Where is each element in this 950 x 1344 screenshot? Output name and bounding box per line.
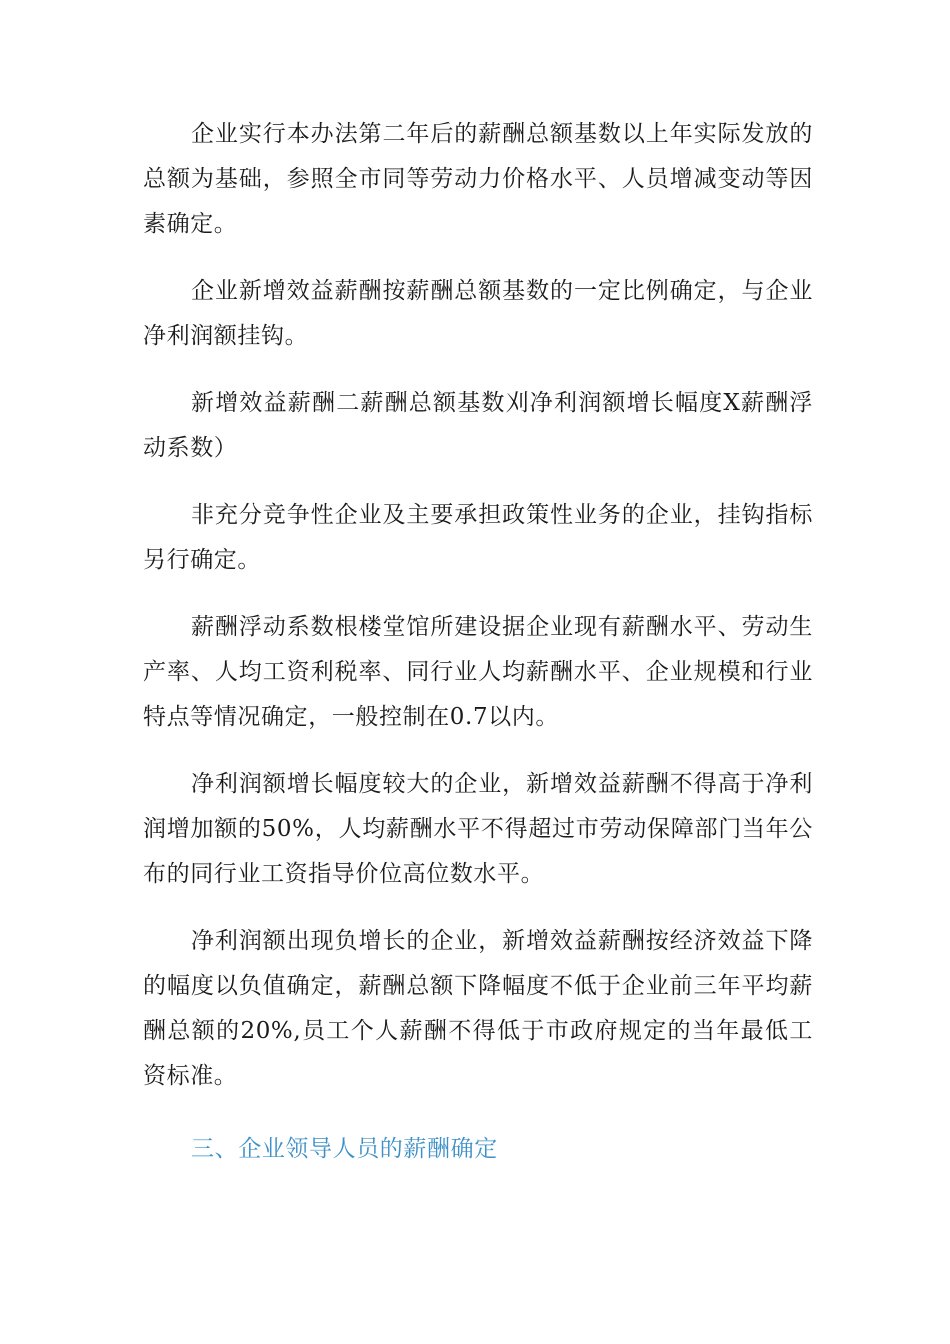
paragraph-7: 净利润额出现负增长的企业，新增效益薪酬按经济效益下降的幅度以负值确定，薪酬总额下降幅度不低于企业前三年平均薪酬总额的20%,员工个人薪酬不得低于市政府规定的当年最低工资标准。 xyxy=(143,928,813,1089)
paragraph-5: 薪酬浮动系数根楼堂馆所建设据企业现有薪酬水平、劳动生产率、人均工资利税率、同行业人均薪酬水平、企业规模和行业特点等情况确定，一般控制在0.7以内。 xyxy=(143,614,813,730)
document-body xyxy=(143,112,813,1172)
section-heading: 三、企业领导人员的薪酬确定 xyxy=(191,1136,498,1162)
paragraph-2: 企业新增效益薪酬按薪酬总额基数的一定比例确定，与企业净利润额挂钩。 xyxy=(143,278,813,349)
paragraph-4: 非充分竞争性企业及主要承担政策性业务的企业，挂钩指标另行确定。 xyxy=(143,502,813,573)
paragraph-6: 净利润额增长幅度较大的企业，新增效益薪酬不得高于净利润增加额的50%，人均薪酬水平不得超过市劳动保障部门当年公布的同行业工资指导价位高位数水平。 xyxy=(143,771,813,887)
paragraph-1: 企业实行本办法第二年后的薪酬总额基数以上年实际发放的总额为基础，参照全市同等劳动力价格水平、人员增减变动等因素确定。 xyxy=(143,121,813,237)
paragraph-3: 新增效益薪酬二薪酬总额基数刈净利润额增长幅度X薪酬浮动系数） xyxy=(143,390,813,461)
